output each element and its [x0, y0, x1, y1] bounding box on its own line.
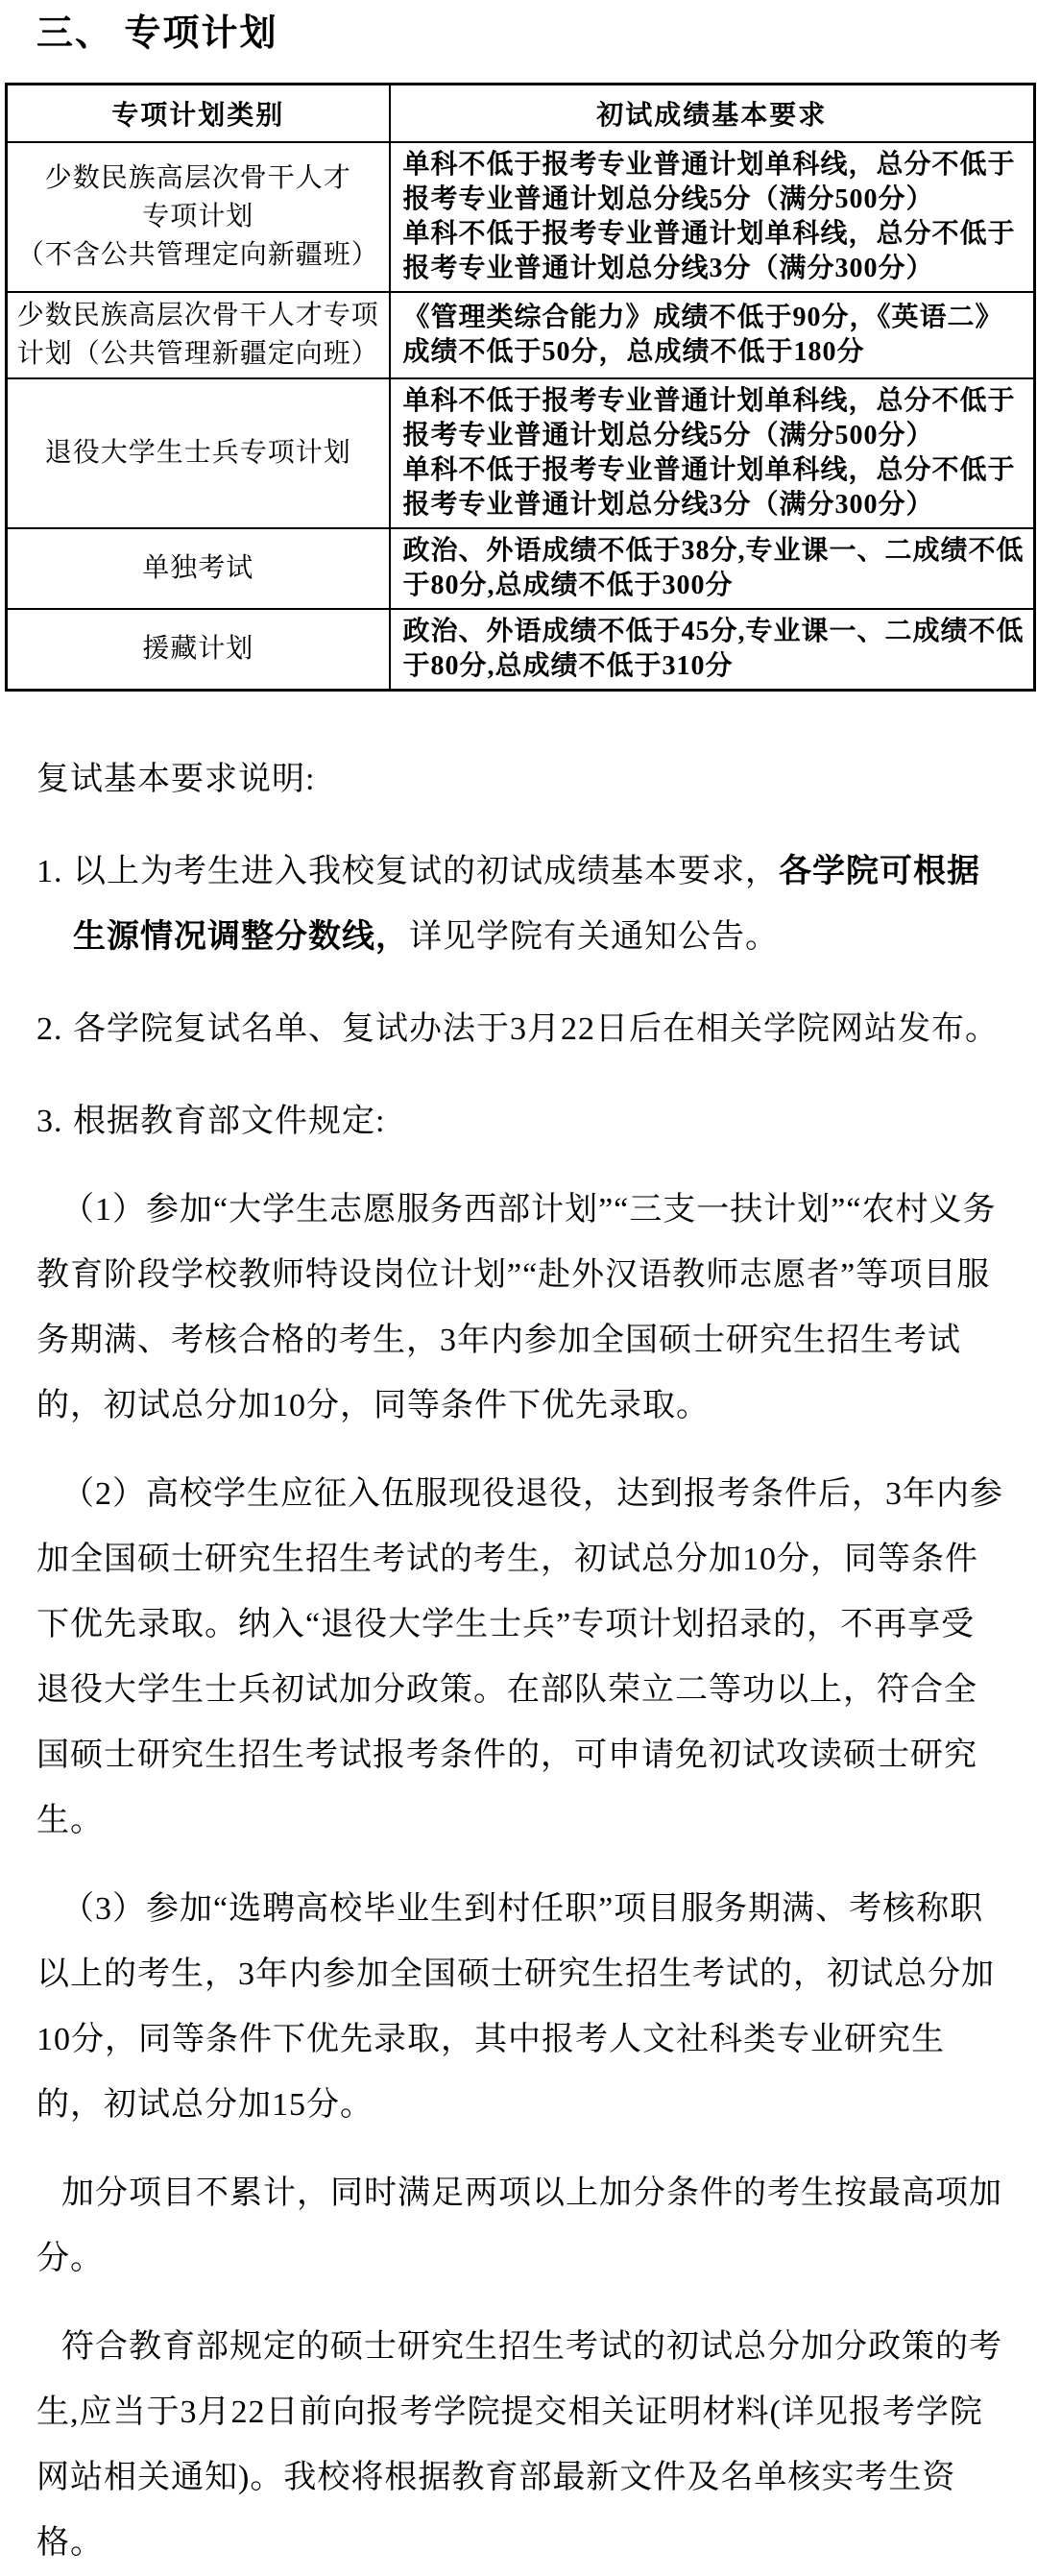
numbered-list [36, 839, 1004, 1154]
table-row [7, 142, 1035, 292]
requirement-cell [390, 292, 1035, 378]
table-row [7, 378, 1035, 528]
note-text-bold: 各学院可根据生源情况调整分数线， [73, 853, 980, 955]
plan-category-cell: 援藏计划 [7, 609, 390, 691]
note-list-item [36, 1089, 1004, 1154]
note-paragraph: 符合教育部规定的硕士研究生招生考试的初试总分加分政策的考生,应当于3月22日前向报考学院提交相关证明材料(详见报考学院网站相关通知)。我校将根据教育部最新文件及名单核实考生资格。 [36, 2328, 1002, 2561]
plan-category-cell: 退役大学生士兵专项计划 [7, 378, 390, 528]
note-paragraph: （3）参加“选聘高校毕业生到村任职”项目服务期满、考核称职以上的考生，3年内参加全国硕士研究生招生考试的，初试总分加10分，同等条件下优先录取，其中报考人文社科类专业研究生的，初试总分加15分。 [36, 1890, 995, 2123]
column-header-category: 专项计划类别 [7, 85, 390, 142]
table-row [7, 609, 1035, 691]
note-text: 详见学院有关通知公告。 [409, 918, 779, 955]
notes-paragraphs [36, 1178, 1004, 2576]
list-item-number: 3. [36, 1103, 63, 1139]
requirement-text: 单科不低于报考专业普通计划单科线，总分不低于报考专业普通计划总分线5分（满分500分） [402, 149, 1016, 214]
requirement-text: 单科不低于报考专业普通计划单科线，总分不低于报考专业普通计划总分线5分（满分500分） [402, 385, 1016, 450]
column-header-requirements: 初试成绩基本要求 [390, 85, 1035, 142]
table-header-row [7, 85, 1035, 142]
requirement-cell [390, 378, 1035, 528]
note-list-item [36, 839, 1004, 970]
plan-category-cell: 少数民族高层次骨干人才 专项计划 （不含公共管理定向新疆班） [7, 142, 390, 292]
list-item-number: 2. [36, 1010, 63, 1047]
requirement-cell [390, 528, 1035, 609]
page-title: 三、 专项计划 [36, 13, 278, 54]
plan-category-cell: 少数民族高层次骨干人才专项 计划（公共管理新疆定向班） [7, 292, 390, 378]
requirement-cell [390, 609, 1035, 691]
requirement-text: 政治、外语成绩不低于38分,专业课一、二成绩不低于80分,总成绩不低于300分 [402, 535, 1025, 600]
notes-section [36, 747, 1004, 2576]
note-text: 根据教育部文件规定: [73, 1103, 386, 1139]
plan-category-cell: 单独考试 [7, 528, 390, 609]
special-plans-table [5, 83, 1036, 692]
table-body [7, 142, 1035, 691]
note-text: 各学院复试名单、复试办法于3月22日后在相关学院网站发布。 [73, 1010, 999, 1047]
note-text: 以上为考生进入我校复试的初试成绩基本要求， [73, 853, 779, 889]
table-row [7, 292, 1035, 378]
note-paragraph: 加分项目不累计，同时满足两项以上加分条件的考生按最高项加分。 [36, 2175, 1002, 2276]
note-list-item [36, 997, 1004, 1062]
requirement-text: 《管理类综合能力》成绩不低于90分，《英语二》成绩不低于50分，总成绩不低于180分 [402, 302, 1003, 367]
table-row [7, 528, 1035, 609]
note-paragraph: （2）高校学生应征入伍服现役退役，达到报考条件后，3年内参加全国硕士研究生招生考试的考生，初试总分加10分，同等条件下优先录取。纳入“退役大学生士兵”专项计划招录的，不再享受退役大学生士兵初试加分政策。在部队荣立二等功以上，符合全国硕士研究生招生考试报考条件的，可申请免初试攻读硕士研究生。 [36, 1475, 1003, 1838]
requirement-text: 单科不低于报考专业普通计划单科线，总分不低于报考专业普通计划总分线3分（满分300分） [402, 218, 1016, 283]
note-paragraph: （1）参加“大学生志愿服务西部计划”“三支一扶计划”“农村义务教育阶段学校教师特设岗位计划”“赴外汉语教师志愿者”等项目服务期满、考核合格的考生，3年内参加全国硕士研究生招生考试的，初试总分加10分，同等条件下优先录取。 [36, 1191, 997, 1423]
requirement-text: 单科不低于报考专业普通计划单科线，总分不低于报考专业普通计划总分线3分（满分300分） [402, 454, 1016, 520]
list-item-number: 1. [36, 853, 63, 889]
requirement-text: 政治、外语成绩不低于45分,专业课一、二成绩不低于80分,总成绩不低于310分 [402, 616, 1025, 681]
requirement-cell [390, 142, 1035, 292]
notes-heading: 复试基本要求说明: [36, 761, 316, 797]
